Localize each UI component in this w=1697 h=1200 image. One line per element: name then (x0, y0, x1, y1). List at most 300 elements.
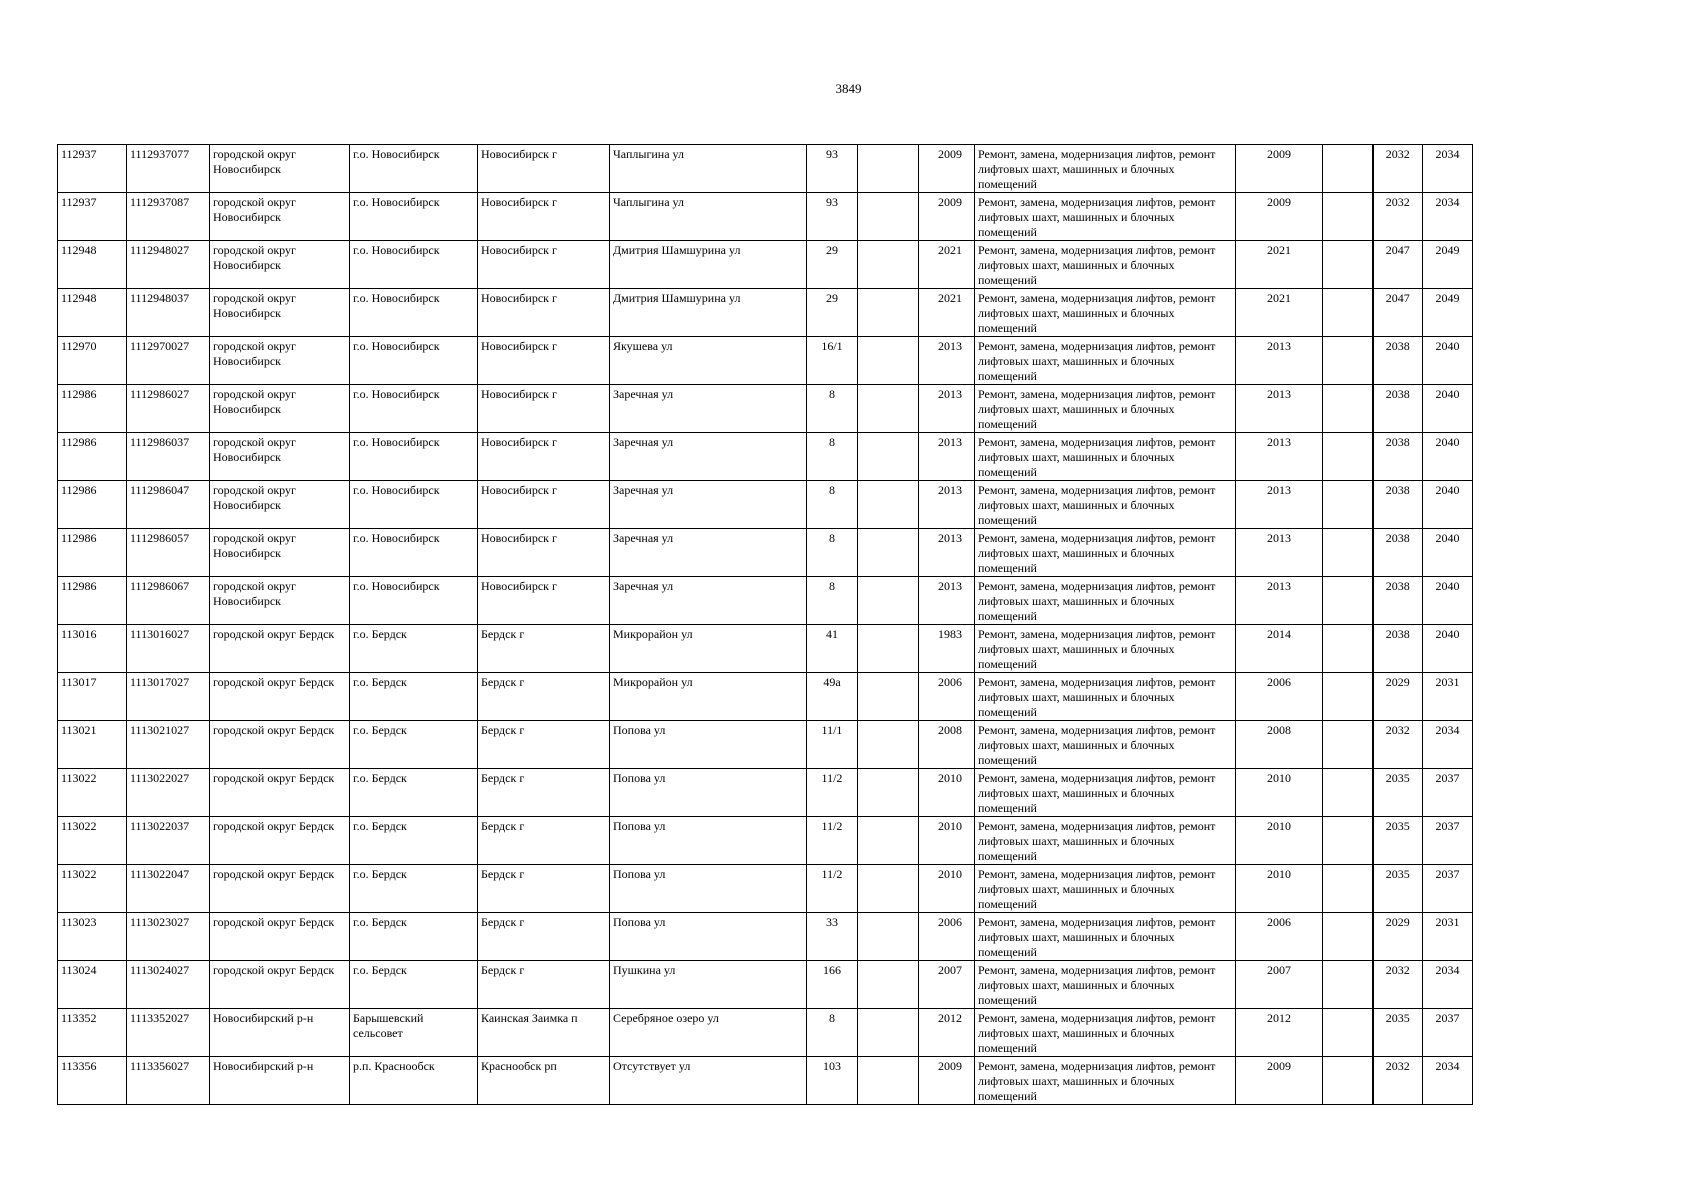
cell-work-type: Ремонт, замена, модернизация лифтов, ремонт лифтовых шахт, машинных и блочных помещений (975, 1009, 1236, 1057)
cell-blank (1323, 289, 1373, 337)
cell-year-built: 2021 (919, 241, 975, 289)
cell-year-built: 2012 (919, 1009, 975, 1057)
cell-municipality: городской округ Бердск (210, 913, 350, 961)
cell-block (858, 193, 919, 241)
cell-house: 11/2 (807, 817, 858, 865)
cell-locality: Новосибирск г (478, 577, 610, 625)
cell-work-type: Ремонт, замена, модернизация лифтов, ремонт лифтовых шахт, машинных и блочных помещений (975, 481, 1236, 529)
cell-block (858, 433, 919, 481)
cell-locality: Новосибирск г (478, 337, 610, 385)
cell-plan-to: 2040 (1423, 433, 1473, 481)
cell-municipality: городской округ Бердск (210, 721, 350, 769)
cell-year-last: 2013 (1236, 433, 1323, 481)
cell-plan-to: 2031 (1423, 673, 1473, 721)
cell-municipality: городской округ Бердск (210, 817, 350, 865)
cell-id: 1113016027 (127, 625, 210, 673)
register-table (57, 144, 1473, 1105)
cell-year-last: 2021 (1236, 241, 1323, 289)
cell-plan-from: 2035 (1373, 1009, 1423, 1057)
table-row (58, 769, 1473, 817)
cell-plan-from: 2047 (1373, 241, 1423, 289)
cell-blank (1323, 385, 1373, 433)
cell-block (858, 1009, 919, 1057)
cell-municipality: Новосибирский р-н (210, 1009, 350, 1057)
cell-settlement: г.о. Бердск (350, 625, 478, 673)
table-row (58, 193, 1473, 241)
cell-street: Заречная ул (610, 433, 807, 481)
cell-blank (1323, 241, 1373, 289)
cell-block (858, 817, 919, 865)
cell-blank (1323, 817, 1373, 865)
cell-year-last: 2013 (1236, 385, 1323, 433)
cell-work-type: Ремонт, замена, модернизация лифтов, ремонт лифтовых шахт, машинных и блочных помещений (975, 577, 1236, 625)
cell-work-type: Ремонт, замена, модернизация лифтов, ремонт лифтовых шахт, машинных и блочных помещений (975, 193, 1236, 241)
cell-plan-from: 2035 (1373, 817, 1423, 865)
cell-street: Якушева ул (610, 337, 807, 385)
cell-municipality: городской округ Новосибирск (210, 289, 350, 337)
cell-locality: Бердск г (478, 625, 610, 673)
cell-settlement: г.о. Новосибирск (350, 289, 478, 337)
cell-plan-from: 2029 (1373, 673, 1423, 721)
cell-settlement: г.о. Бердск (350, 817, 478, 865)
cell-work-type: Ремонт, замена, модернизация лифтов, ремонт лифтовых шахт, машинных и блочных помещений (975, 769, 1236, 817)
cell-year-last: 2010 (1236, 769, 1323, 817)
cell-plan-from: 2038 (1373, 481, 1423, 529)
cell-municipality: Новосибирский р-н (210, 1057, 350, 1105)
cell-house: 8 (807, 385, 858, 433)
cell-locality: Каинская Заимка п (478, 1009, 610, 1057)
cell-locality: Новосибирск г (478, 193, 610, 241)
cell-blank (1323, 961, 1373, 1009)
cell-plan-from: 2032 (1373, 961, 1423, 1009)
cell-municipality: городской округ Новосибирск (210, 529, 350, 577)
cell-block (858, 241, 919, 289)
cell-house: 41 (807, 625, 858, 673)
cell-code: 112986 (58, 433, 127, 481)
cell-year-built: 2009 (919, 145, 975, 193)
cell-block (858, 289, 919, 337)
cell-block (858, 625, 919, 673)
cell-locality: Бердск г (478, 721, 610, 769)
cell-work-type: Ремонт, замена, модернизация лифтов, ремонт лифтовых шахт, машинных и блочных помещений (975, 1057, 1236, 1105)
cell-year-last: 2013 (1236, 529, 1323, 577)
cell-block (858, 337, 919, 385)
table-row (58, 1009, 1473, 1057)
table-row (58, 529, 1473, 577)
cell-locality: Новосибирск г (478, 385, 610, 433)
cell-blank (1323, 625, 1373, 673)
cell-settlement: г.о. Новосибирск (350, 193, 478, 241)
cell-locality: Бердск г (478, 817, 610, 865)
cell-street: Пушкина ул (610, 961, 807, 1009)
cell-house: 29 (807, 289, 858, 337)
cell-id: 1113017027 (127, 673, 210, 721)
cell-plan-from: 2038 (1373, 433, 1423, 481)
cell-settlement: г.о. Новосибирск (350, 145, 478, 193)
cell-house: 93 (807, 193, 858, 241)
cell-street: Попова ул (610, 913, 807, 961)
cell-blank (1323, 673, 1373, 721)
cell-year-built: 2010 (919, 817, 975, 865)
cell-municipality: городской округ Бердск (210, 865, 350, 913)
cell-municipality: городской округ Новосибирск (210, 577, 350, 625)
cell-street: Заречная ул (610, 577, 807, 625)
cell-street: Отсутствует ул (610, 1057, 807, 1105)
cell-street: Микрорайон ул (610, 673, 807, 721)
cell-house: 8 (807, 433, 858, 481)
cell-year-last: 2010 (1236, 817, 1323, 865)
cell-year-built: 2009 (919, 193, 975, 241)
cell-house: 33 (807, 913, 858, 961)
cell-locality: Бердск г (478, 865, 610, 913)
cell-id: 1113022027 (127, 769, 210, 817)
cell-block (858, 913, 919, 961)
cell-municipality: городской округ Новосибирск (210, 193, 350, 241)
cell-municipality: городской округ Новосибирск (210, 241, 350, 289)
table-row (58, 433, 1473, 481)
cell-house: 49а (807, 673, 858, 721)
cell-house: 166 (807, 961, 858, 1009)
cell-code: 113022 (58, 817, 127, 865)
cell-id: 1113022037 (127, 817, 210, 865)
cell-plan-from: 2032 (1373, 1057, 1423, 1105)
cell-work-type: Ремонт, замена, модернизация лифтов, ремонт лифтовых шахт, машинных и блочных помещений (975, 337, 1236, 385)
cell-blank (1323, 529, 1373, 577)
cell-year-built: 1983 (919, 625, 975, 673)
cell-work-type: Ремонт, замена, модернизация лифтов, ремонт лифтовых шахт, машинных и блочных помещений (975, 817, 1236, 865)
cell-plan-to: 2040 (1423, 385, 1473, 433)
cell-house: 8 (807, 1009, 858, 1057)
cell-municipality: городской округ Бердск (210, 961, 350, 1009)
table-row (58, 337, 1473, 385)
cell-code: 113352 (58, 1009, 127, 1057)
cell-settlement: г.о. Бердск (350, 961, 478, 1009)
cell-block (858, 961, 919, 1009)
cell-id: 1113021027 (127, 721, 210, 769)
cell-house: 29 (807, 241, 858, 289)
cell-locality: Новосибирск г (478, 481, 610, 529)
cell-year-last: 2006 (1236, 673, 1323, 721)
cell-plan-from: 2038 (1373, 577, 1423, 625)
cell-house: 8 (807, 529, 858, 577)
cell-locality: Краснообск рп (478, 1057, 610, 1105)
cell-year-last: 2007 (1236, 961, 1323, 1009)
cell-blank (1323, 577, 1373, 625)
cell-street: Попова ул (610, 817, 807, 865)
cell-work-type: Ремонт, замена, модернизация лифтов, ремонт лифтовых шахт, машинных и блочных помещений (975, 433, 1236, 481)
cell-plan-to: 2034 (1423, 961, 1473, 1009)
cell-house: 103 (807, 1057, 858, 1105)
cell-settlement: г.о. Новосибирск (350, 577, 478, 625)
cell-year-built: 2013 (919, 433, 975, 481)
cell-municipality: городской округ Новосибирск (210, 385, 350, 433)
cell-locality: Новосибирск г (478, 433, 610, 481)
cell-id: 1112986057 (127, 529, 210, 577)
cell-street: Заречная ул (610, 529, 807, 577)
cell-code: 112986 (58, 577, 127, 625)
cell-id: 1113356027 (127, 1057, 210, 1105)
cell-locality: Новосибирск г (478, 289, 610, 337)
cell-block (858, 865, 919, 913)
cell-house: 11/2 (807, 769, 858, 817)
cell-plan-from: 2032 (1373, 721, 1423, 769)
cell-code: 112937 (58, 145, 127, 193)
cell-blank (1323, 913, 1373, 961)
cell-settlement: г.о. Бердск (350, 769, 478, 817)
cell-work-type: Ремонт, замена, модернизация лифтов, ремонт лифтовых шахт, машинных и блочных помещений (975, 865, 1236, 913)
cell-municipality: городской округ Новосибирск (210, 481, 350, 529)
table-row (58, 1057, 1473, 1105)
cell-year-last: 2008 (1236, 721, 1323, 769)
cell-settlement: г.о. Бердск (350, 865, 478, 913)
cell-blank (1323, 721, 1373, 769)
cell-id: 1112948037 (127, 289, 210, 337)
cell-locality: Новосибирск г (478, 529, 610, 577)
cell-code: 113016 (58, 625, 127, 673)
cell-year-last: 2012 (1236, 1009, 1323, 1057)
cell-block (858, 577, 919, 625)
cell-blank (1323, 193, 1373, 241)
cell-block (858, 673, 919, 721)
cell-municipality: городской округ Бердск (210, 673, 350, 721)
cell-plan-from: 2047 (1373, 289, 1423, 337)
cell-settlement: г.о. Новосибирск (350, 529, 478, 577)
cell-year-built: 2009 (919, 1057, 975, 1105)
cell-year-last: 2009 (1236, 1057, 1323, 1105)
cell-year-last: 2013 (1236, 337, 1323, 385)
cell-blank (1323, 1057, 1373, 1105)
page-number: 3849 (835, 81, 862, 96)
cell-block (858, 529, 919, 577)
cell-year-built: 2013 (919, 481, 975, 529)
cell-street: Заречная ул (610, 385, 807, 433)
cell-plan-to: 2034 (1423, 721, 1473, 769)
cell-house: 8 (807, 481, 858, 529)
cell-municipality: городской округ Новосибирск (210, 433, 350, 481)
table-row (58, 145, 1473, 193)
cell-plan-to: 2049 (1423, 241, 1473, 289)
cell-year-last: 2006 (1236, 913, 1323, 961)
cell-municipality: городской округ Новосибирск (210, 337, 350, 385)
cell-plan-to: 2037 (1423, 865, 1473, 913)
cell-plan-from: 2038 (1373, 385, 1423, 433)
cell-blank (1323, 769, 1373, 817)
cell-work-type: Ремонт, замена, модернизация лифтов, ремонт лифтовых шахт, машинных и блочных помещений (975, 385, 1236, 433)
cell-year-built: 2010 (919, 769, 975, 817)
cell-settlement: г.о. Новосибирск (350, 385, 478, 433)
table-row (58, 913, 1473, 961)
cell-work-type: Ремонт, замена, модернизация лифтов, ремонт лифтовых шахт, машинных и блочных помещений (975, 961, 1236, 1009)
cell-code: 113021 (58, 721, 127, 769)
cell-settlement: г.о. Бердск (350, 673, 478, 721)
cell-id: 1112937077 (127, 145, 210, 193)
cell-code: 112970 (58, 337, 127, 385)
cell-plan-from: 2029 (1373, 913, 1423, 961)
cell-year-built: 2007 (919, 961, 975, 1009)
cell-house: 93 (807, 145, 858, 193)
cell-id: 1113024027 (127, 961, 210, 1009)
cell-block (858, 1057, 919, 1105)
cell-plan-to: 2037 (1423, 817, 1473, 865)
cell-id: 1112986037 (127, 433, 210, 481)
cell-plan-to: 2037 (1423, 769, 1473, 817)
cell-work-type: Ремонт, замена, модернизация лифтов, ремонт лифтовых шахт, машинных и блочных помещений (975, 913, 1236, 961)
cell-year-built: 2006 (919, 673, 975, 721)
cell-municipality: городской округ Новосибирск (210, 145, 350, 193)
cell-work-type: Ремонт, замена, модернизация лифтов, ремонт лифтовых шахт, машинных и блочных помещений (975, 673, 1236, 721)
cell-house: 8 (807, 577, 858, 625)
cell-street: Дмитрия Шамшурина ул (610, 241, 807, 289)
cell-code: 112948 (58, 241, 127, 289)
cell-plan-to: 2049 (1423, 289, 1473, 337)
cell-code: 112986 (58, 481, 127, 529)
cell-code: 112986 (58, 529, 127, 577)
cell-work-type: Ремонт, замена, модернизация лифтов, ремонт лифтовых шахт, машинных и блочных помещений (975, 625, 1236, 673)
cell-settlement: г.о. Новосибирск (350, 481, 478, 529)
cell-plan-to: 2040 (1423, 529, 1473, 577)
cell-plan-from: 2038 (1373, 337, 1423, 385)
cell-plan-from: 2038 (1373, 625, 1423, 673)
cell-work-type: Ремонт, замена, модернизация лифтов, ремонт лифтовых шахт, машинных и блочных помещений (975, 289, 1236, 337)
table-body (58, 145, 1473, 1105)
cell-year-last: 2021 (1236, 289, 1323, 337)
table-row (58, 721, 1473, 769)
cell-blank (1323, 865, 1373, 913)
cell-year-last: 2009 (1236, 145, 1323, 193)
cell-code: 113017 (58, 673, 127, 721)
table-row (58, 961, 1473, 1009)
cell-code: 113022 (58, 865, 127, 913)
cell-id: 1112948027 (127, 241, 210, 289)
cell-id: 1112986047 (127, 481, 210, 529)
cell-id: 1113023027 (127, 913, 210, 961)
cell-house: 11/2 (807, 865, 858, 913)
cell-block (858, 145, 919, 193)
table-row (58, 385, 1473, 433)
cell-blank (1323, 145, 1373, 193)
cell-year-built: 2013 (919, 529, 975, 577)
cell-settlement: г.о. Новосибирск (350, 433, 478, 481)
cell-settlement: г.о. Бердск (350, 721, 478, 769)
cell-street: Попова ул (610, 865, 807, 913)
cell-plan-to: 2040 (1423, 337, 1473, 385)
cell-street: Заречная ул (610, 481, 807, 529)
cell-id: 1113022047 (127, 865, 210, 913)
table-row (58, 577, 1473, 625)
cell-settlement: г.о. Новосибирск (350, 241, 478, 289)
cell-street: Микрорайон ул (610, 625, 807, 673)
cell-plan-from: 2038 (1373, 529, 1423, 577)
cell-code: 113022 (58, 769, 127, 817)
table-row (58, 817, 1473, 865)
cell-blank (1323, 481, 1373, 529)
table-row (58, 241, 1473, 289)
cell-plan-from: 2032 (1373, 193, 1423, 241)
cell-block (858, 385, 919, 433)
cell-municipality: городской округ Бердск (210, 625, 350, 673)
cell-municipality: городской округ Бердск (210, 769, 350, 817)
cell-code: 113356 (58, 1057, 127, 1105)
cell-work-type: Ремонт, замена, модернизация лифтов, ремонт лифтовых шахт, машинных и блочных помещений (975, 241, 1236, 289)
cell-year-built: 2010 (919, 865, 975, 913)
cell-plan-to: 2040 (1423, 481, 1473, 529)
cell-settlement: р.п. Краснообск (350, 1057, 478, 1105)
cell-code: 112986 (58, 385, 127, 433)
cell-year-built: 2013 (919, 577, 975, 625)
cell-street: Попова ул (610, 769, 807, 817)
cell-house: 16/1 (807, 337, 858, 385)
cell-settlement: г.о. Бердск (350, 913, 478, 961)
table-row (58, 865, 1473, 913)
cell-id: 1113352027 (127, 1009, 210, 1057)
cell-plan-to: 2034 (1423, 1057, 1473, 1105)
cell-plan-to: 2037 (1423, 1009, 1473, 1057)
cell-code: 112937 (58, 193, 127, 241)
cell-code: 112948 (58, 289, 127, 337)
cell-id: 1112986027 (127, 385, 210, 433)
cell-work-type: Ремонт, замена, модернизация лифтов, ремонт лифтовых шахт, машинных и блочных помещений (975, 145, 1236, 193)
table-row (58, 673, 1473, 721)
cell-street: Серебряное озеро ул (610, 1009, 807, 1057)
cell-plan-to: 2040 (1423, 625, 1473, 673)
table-row (58, 481, 1473, 529)
cell-locality: Новосибирск г (478, 145, 610, 193)
cell-blank (1323, 337, 1373, 385)
cell-work-type: Ремонт, замена, модернизация лифтов, ремонт лифтовых шахт, машинных и блочных помещений (975, 529, 1236, 577)
cell-year-built: 2021 (919, 289, 975, 337)
cell-id: 1112970027 (127, 337, 210, 385)
cell-plan-from: 2035 (1373, 865, 1423, 913)
cell-year-last: 2014 (1236, 625, 1323, 673)
table-row (58, 289, 1473, 337)
cell-year-built: 2013 (919, 385, 975, 433)
cell-block (858, 769, 919, 817)
cell-locality: Бердск г (478, 961, 610, 1009)
cell-year-built: 2008 (919, 721, 975, 769)
cell-settlement: г.о. Новосибирск (350, 337, 478, 385)
cell-code: 113023 (58, 913, 127, 961)
cell-id: 1112937087 (127, 193, 210, 241)
cell-plan-to: 2040 (1423, 577, 1473, 625)
cell-house: 11/1 (807, 721, 858, 769)
cell-year-last: 2010 (1236, 865, 1323, 913)
cell-blank (1323, 433, 1373, 481)
cell-street: Чаплыгина ул (610, 145, 807, 193)
cell-year-built: 2013 (919, 337, 975, 385)
cell-plan-to: 2034 (1423, 145, 1473, 193)
cell-id: 1112986067 (127, 577, 210, 625)
cell-street: Попова ул (610, 721, 807, 769)
cell-year-last: 2013 (1236, 481, 1323, 529)
table-row (58, 625, 1473, 673)
cell-locality: Бердск г (478, 673, 610, 721)
cell-year-built: 2006 (919, 913, 975, 961)
cell-work-type: Ремонт, замена, модернизация лифтов, ремонт лифтовых шахт, машинных и блочных помещений (975, 721, 1236, 769)
cell-locality: Новосибирск г (478, 241, 610, 289)
cell-year-last: 2013 (1236, 577, 1323, 625)
cell-year-last: 2009 (1236, 193, 1323, 241)
cell-street: Чаплыгина ул (610, 193, 807, 241)
cell-locality: Бердск г (478, 913, 610, 961)
cell-plan-to: 2031 (1423, 913, 1473, 961)
cell-blank (1323, 1009, 1373, 1057)
cell-locality: Бердск г (478, 769, 610, 817)
cell-block (858, 481, 919, 529)
cell-code: 113024 (58, 961, 127, 1009)
cell-plan-to: 2034 (1423, 193, 1473, 241)
cell-block (858, 721, 919, 769)
cell-plan-from: 2035 (1373, 769, 1423, 817)
